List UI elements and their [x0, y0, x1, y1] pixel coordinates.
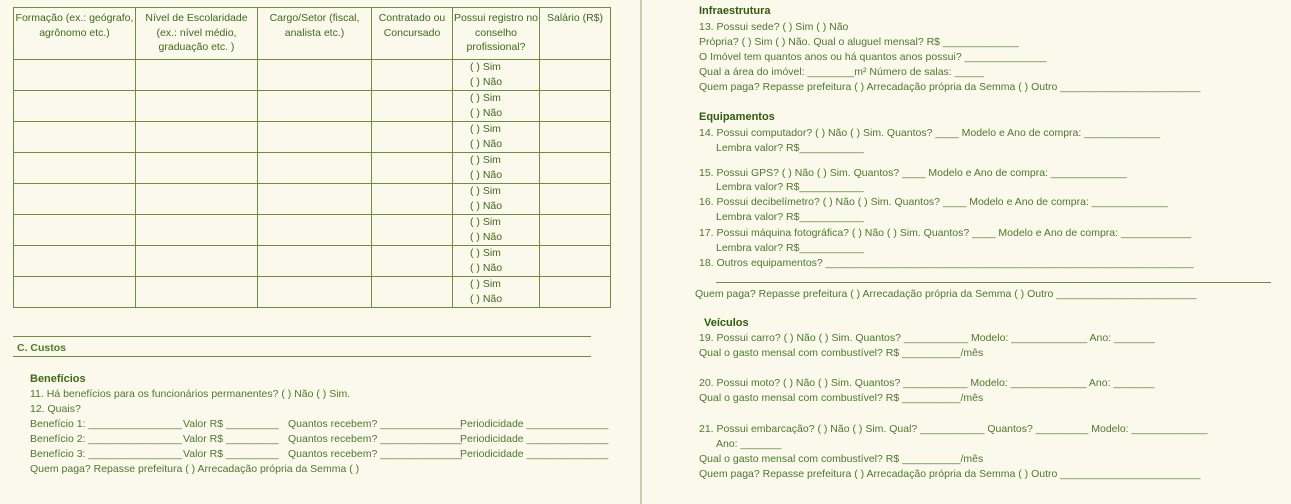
fuel-cost-20[interactable]: Qual o gasto mensal com combustível? R$ __________/mês	[699, 392, 984, 404]
section-rule-bottom	[13, 356, 591, 357]
benefit-qty[interactable]: Quantos recebem? ______________	[288, 448, 462, 460]
table-cell[interactable]	[372, 215, 453, 246]
col-salario: Salário (R$)	[540, 8, 611, 60]
value-recall-16[interactable]: Lembra valor? R$___________	[716, 211, 864, 223]
table-cell[interactable]	[258, 153, 372, 184]
registro-cell[interactable]	[453, 60, 540, 91]
table-cell[interactable]	[136, 153, 258, 184]
table-cell[interactable]	[258, 60, 372, 91]
table-cell[interactable]	[136, 122, 258, 153]
col-escolaridade: Nível de Escolaridade (ex.: nível médio, graduação etc. )	[136, 8, 258, 60]
question-13[interactable]: 13. Possui sede? ( ) Sim ( ) Não	[699, 21, 849, 33]
boat-year[interactable]: Ano: _______	[716, 438, 782, 450]
value-recall-15[interactable]: Lembra valor? R$___________	[716, 181, 864, 193]
equip-heading: Equipamentos	[699, 111, 775, 123]
table-cell[interactable]	[258, 91, 372, 122]
question-12: 12. Quais?	[30, 403, 81, 415]
option-nao[interactable]: ( ) Não	[470, 76, 503, 88]
benefit-label[interactable]: Benefício 2: ________________	[30, 433, 182, 445]
benefit-period[interactable]: Periodicidade ______________	[460, 418, 609, 430]
registro-cell[interactable]	[453, 277, 540, 308]
table-cell[interactable]	[540, 60, 611, 91]
value-recall-14[interactable]: Lembra valor? R$___________	[716, 142, 864, 154]
table-cell[interactable]	[540, 277, 611, 308]
col-registro: Possui registro no conselho profissional?	[453, 8, 540, 60]
benefit-label[interactable]: Benefício 1: ________________	[30, 418, 182, 430]
benefit-label[interactable]: Benefício 3: ________________	[30, 448, 182, 460]
table-cell[interactable]	[136, 215, 258, 246]
option-sim[interactable]: ( ) Sim	[470, 216, 501, 228]
registro-cell[interactable]	[453, 153, 540, 184]
benefit-value[interactable]: Valor R$ _________	[183, 448, 279, 460]
registro-cell[interactable]	[453, 184, 540, 215]
table-row	[14, 153, 611, 184]
table-row	[14, 215, 611, 246]
table-cell[interactable]	[372, 153, 453, 184]
benefit-period[interactable]: Periodicidade ______________	[460, 448, 609, 460]
table-cell[interactable]	[372, 91, 453, 122]
option-sim[interactable]: ( ) Sim	[470, 154, 501, 166]
table-cell[interactable]	[258, 215, 372, 246]
vehicles-who-pays[interactable]: Quem paga? Repasse prefeitura ( ) Arrecadação própria da Semma ( ) Outro ________________________	[699, 468, 1201, 480]
table-cell[interactable]	[540, 215, 611, 246]
option-sim[interactable]: ( ) Sim	[470, 92, 501, 104]
table-row	[14, 246, 611, 277]
table-cell[interactable]	[372, 122, 453, 153]
property-area-line[interactable]: Qual a área do imóvel: ________m² Número de salas: _____	[699, 66, 984, 78]
section-rule-top	[13, 336, 591, 337]
table-cell[interactable]	[136, 91, 258, 122]
option-nao[interactable]: ( ) Não	[470, 293, 503, 305]
table-cell[interactable]	[540, 122, 611, 153]
infra-who-pays[interactable]: Quem paga? Repasse prefeitura ( ) Arrecadação própria da Semma ( ) Outro ________________________	[699, 81, 1201, 93]
left-page	[0, 0, 640, 504]
col-cargo: Cargo/Setor (fiscal, analista etc.)	[258, 8, 372, 60]
infra-heading: Infraestrutura	[699, 5, 771, 17]
question-17[interactable]: 17. Possui máquina fotográfica? ( ) Não ( ) Sim. Quantos? ____ Modelo e Ano de compra: ____________	[699, 227, 1192, 239]
table-cell[interactable]	[14, 60, 136, 91]
benefit-period[interactable]: Periodicidade ______________	[460, 433, 609, 445]
costs-who-pays: Quem paga? Repasse prefeitura ( ) Arrecadação própria da Semma ( )	[30, 463, 360, 475]
table-cell[interactable]	[258, 246, 372, 277]
own-property-line[interactable]: Própria? ( ) Sim ( ) Não. Qual o aluguel mensal? R$ _____________	[699, 36, 1019, 48]
table-cell[interactable]	[540, 91, 611, 122]
benefit-qty[interactable]: Quantos recebem? ______________	[288, 418, 462, 430]
table-cell[interactable]	[372, 246, 453, 277]
table-cell[interactable]	[136, 277, 258, 308]
right-page	[643, 0, 1291, 504]
col-contratado: Contratado ou Concursado	[372, 8, 453, 60]
table-cell[interactable]	[258, 184, 372, 215]
table-cell[interactable]	[540, 153, 611, 184]
table-cell[interactable]	[540, 184, 611, 215]
option-nao[interactable]: ( ) Não	[470, 200, 503, 212]
option-sim[interactable]: ( ) Sim	[470, 123, 501, 135]
table-row	[14, 122, 611, 153]
table-cell[interactable]	[14, 91, 136, 122]
question-11: 11. Há benefícios para os funcionários permanentes? ( ) Não ( ) Sim.	[30, 388, 351, 400]
property-age-line[interactable]: O Imóvel tem quantos anos ou há quantos anos possui? ______________	[699, 51, 1047, 63]
benefit-value[interactable]: Valor R$ _________	[183, 433, 279, 445]
option-sim[interactable]: ( ) Sim	[470, 185, 501, 197]
option-sim[interactable]: ( ) Sim	[470, 247, 501, 259]
option-nao[interactable]: ( ) Não	[470, 169, 503, 181]
table-row	[14, 60, 611, 91]
table-cell[interactable]	[258, 277, 372, 308]
option-nao[interactable]: ( ) Não	[470, 107, 503, 119]
table-cell[interactable]	[14, 122, 136, 153]
col-formacao: Formação (ex.: geógrafo, agrônomo etc.)	[14, 8, 136, 60]
table-row	[14, 91, 611, 122]
fuel-cost-19[interactable]: Qual o gasto mensal com combustível? R$ __________/mês	[699, 347, 984, 359]
question-19[interactable]: 19. Possui carro? ( ) Não ( ) Sim. Quantos? ___________ Modelo: _____________ Ano: _______	[699, 332, 1155, 344]
benefit-value[interactable]: Valor R$ _________	[183, 418, 279, 430]
table-cell[interactable]	[14, 184, 136, 215]
table-cell[interactable]	[372, 277, 453, 308]
costs-title: C. Custos	[17, 342, 67, 354]
table-cell[interactable]	[540, 246, 611, 277]
table-cell[interactable]	[136, 246, 258, 277]
question-21[interactable]: 21. Possui embarcação? ( ) Não ( ) Sim. Qual? ___________ Quantos? _________ Modelo: _____________	[699, 423, 1208, 435]
option-sim[interactable]: ( ) Sim	[470, 61, 501, 73]
option-nao[interactable]: ( ) Não	[470, 262, 503, 274]
question-18[interactable]: 18. Outros equipamentos? _______________________________________________________________	[699, 257, 1194, 269]
question-15[interactable]: 15. Possui GPS? ( ) Não ( ) Sim. Quantos? ____ Modelo e Ano de compra: _____________	[699, 167, 1127, 179]
benefits-heading: Benefícios	[30, 373, 86, 385]
registro-cell[interactable]	[453, 246, 540, 277]
vehicles-heading: Veículos	[704, 317, 749, 329]
table-row	[14, 184, 611, 215]
registro-cell[interactable]	[453, 91, 540, 122]
table-cell[interactable]	[258, 122, 372, 153]
benefit-qty[interactable]: Quantos recebem? ______________	[288, 433, 462, 445]
page-divider	[640, 0, 642, 504]
registro-cell[interactable]	[453, 215, 540, 246]
table-cell[interactable]	[14, 246, 136, 277]
equip-who-pays[interactable]: Quem paga? Repasse prefeitura ( ) Arrecadação própria da Semma ( ) Outro ________________________	[695, 288, 1197, 300]
option-nao[interactable]: ( ) Não	[470, 231, 503, 243]
value-recall-17[interactable]: Lembra valor? R$___________	[716, 242, 864, 254]
question-20[interactable]: 20. Possui moto? ( ) Não ( ) Sim. Quantos? ___________ Modelo: _____________ Ano: _______	[699, 377, 1155, 389]
question-14[interactable]: 14. Possui computador? ( ) Não ( ) Sim. Quantos? ____ Modelo e Ano de compra: _____________	[699, 127, 1161, 139]
table-cell[interactable]	[136, 60, 258, 91]
table-cell[interactable]	[14, 153, 136, 184]
question-16[interactable]: 16. Possui decibelímetro? ( ) Não ( ) Sim. Quantos? ____ Modelo e Ano de compra: _____________	[699, 196, 1168, 208]
table-cell[interactable]	[372, 184, 453, 215]
registro-cell[interactable]	[453, 122, 540, 153]
option-nao[interactable]: ( ) Não	[470, 138, 503, 150]
fuel-cost-21[interactable]: Qual o gasto mensal com combustível? R$ __________/mês	[699, 453, 984, 465]
option-sim[interactable]: ( ) Sim	[470, 278, 501, 290]
table-cell[interactable]	[14, 277, 136, 308]
table-cell[interactable]	[136, 184, 258, 215]
table-row	[14, 277, 611, 308]
table-cell[interactable]	[372, 60, 453, 91]
table-cell[interactable]	[14, 215, 136, 246]
other-equipment-line	[716, 282, 1271, 283]
staff-table	[13, 7, 611, 308]
